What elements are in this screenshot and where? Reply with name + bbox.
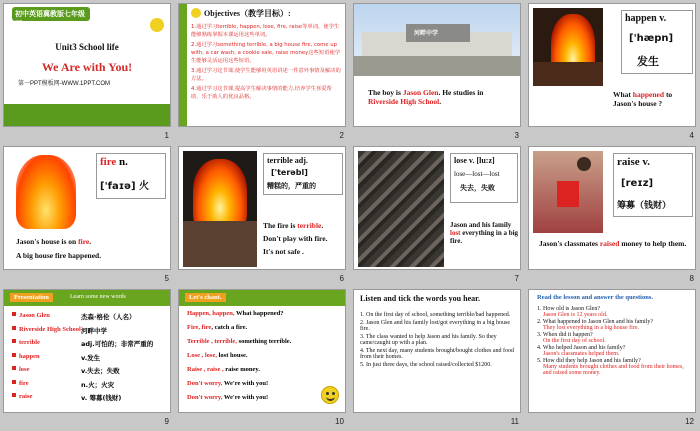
slide-number: 6 xyxy=(339,274,344,283)
flame-image xyxy=(8,151,82,231)
vocab-row: fire n.火；火灾 xyxy=(12,380,168,394)
slide-8[interactable] xyxy=(528,146,696,270)
section-tag: Presentation xyxy=(10,293,53,302)
chant-line: Don't worry, We're with you! xyxy=(187,394,269,401)
chant-line: Don't worry, We're with you! xyxy=(187,380,269,387)
smiley-icon xyxy=(321,386,339,404)
sentence-3: It's not safe . xyxy=(263,247,304,256)
slide-thumb-12[interactable] xyxy=(525,286,700,429)
exercise-item: 1. On the first day of school, something terrible/bad happened. xyxy=(360,312,511,318)
vocab-row: Riverside High School 河畔中学 xyxy=(12,326,168,340)
question: 3. When did it happen? xyxy=(537,332,593,338)
slide-number: 1 xyxy=(164,131,169,140)
course-header: 初中英语冀教版七年级下 xyxy=(12,7,90,21)
vocab-row: lose v.失去；失败 xyxy=(12,366,168,380)
unit-label: Unit3 School life xyxy=(55,42,119,52)
slide-thumb-10[interactable] xyxy=(175,286,350,429)
slide-6[interactable] xyxy=(178,146,346,270)
phonetic: [reɪz] xyxy=(621,178,654,189)
slide-thumb-9[interactable] xyxy=(0,286,175,429)
vocab-word: happen v. xyxy=(625,13,667,24)
slide-number: 3 xyxy=(514,131,519,140)
slide-thumb-8[interactable] xyxy=(525,143,700,286)
section-subtitle: Learn some new words xyxy=(70,294,126,300)
sentence-1: Jason's house is on fire. xyxy=(16,237,92,246)
slide-thumb-5[interactable] xyxy=(0,143,175,286)
slide-thumb-11[interactable] xyxy=(350,286,525,429)
slide-number: 7 xyxy=(514,274,519,283)
vocab-word: raise v. xyxy=(617,156,651,168)
chinese-meaning: 糟糕的，严重的 xyxy=(267,182,316,190)
slide-number: 10 xyxy=(335,417,344,426)
question: What happened to Jason's house ? xyxy=(613,90,673,108)
slide-thumb-4[interactable] xyxy=(525,0,700,143)
slide-number: 9 xyxy=(164,417,169,426)
exercise-item: 2. Jason Glen and his family lost/got everything in a big house fire. xyxy=(360,320,510,332)
slide-7[interactable] xyxy=(353,146,521,270)
vocab-row: Jason Glen 杰森·格伦（人名） xyxy=(12,312,168,326)
answer: They lost everything in a big house fire. xyxy=(543,325,639,331)
fire-photo xyxy=(533,8,603,86)
answer: Many students brought clothes and food from their homes, and raised some money. xyxy=(543,364,684,376)
slide-thumb-2[interactable] xyxy=(175,0,350,143)
slide-number: 11 xyxy=(510,417,519,426)
verb-forms: lose—lost—lost xyxy=(454,170,500,178)
objective-1: 1.通过学习terrible, happen, lose, fire, raise等单词，使学生能够熟练掌握本课运用这些单词。 xyxy=(191,24,340,38)
chinese-meaning: 发生 xyxy=(637,55,659,68)
question: 1. How old is Jason Glen? xyxy=(537,306,600,312)
fundraising-photo xyxy=(533,151,603,233)
question: 4. Who helped Jason and his family? xyxy=(537,345,626,351)
vocab-row: terrible adj.可怕的；非常严重的 xyxy=(12,339,168,353)
slide-number: 4 xyxy=(689,131,694,140)
school-sign: 河畔中学 xyxy=(414,30,439,37)
sentence: Jason's classmates raised money to help them. xyxy=(539,239,687,248)
sentence-2: A big house fire happened. xyxy=(16,251,102,260)
slide-number: 12 xyxy=(685,417,694,426)
vocab-row: raise v. 筹募(钱财) xyxy=(12,393,168,407)
chant-line: Lose , lose, lost house. xyxy=(187,352,248,359)
objective-2: 2.通过学习something terrible, a big house fire, come up with, a car wash, a cookie sale, raise money这些短语使学生能够灵活运用这些短语。 xyxy=(191,42,341,64)
slide-1[interactable] xyxy=(3,3,171,127)
exercise-item: 5. In just three days, the school raised/collected $1200. xyxy=(360,362,492,368)
slide-thumb-3[interactable] xyxy=(350,0,525,143)
sentence-1: The fire is terrible. xyxy=(263,221,324,230)
slide-thumb-1[interactable] xyxy=(0,0,175,143)
objective-3: 3.通过学习这节课,使学生能够用英语讲述一件意外事情及解决的方法。 xyxy=(191,68,341,82)
footer-url: 第一PPT模板网-WWW.1PPT.COM xyxy=(18,81,110,87)
slide-2[interactable] xyxy=(178,3,346,127)
slide-number: 5 xyxy=(164,274,169,283)
objectives-heading: Objectives（教学目标）: xyxy=(204,9,291,18)
slide-10[interactable] xyxy=(178,289,346,413)
sentence: Jason and his family lost everything in a big fire. xyxy=(450,221,519,245)
phonetic: ['terəbl] xyxy=(271,168,308,177)
exercise-item: 4. The next day, many students brought/bought clothes and food from their homes. xyxy=(360,348,514,360)
sentence-2: Don't play with fire. xyxy=(263,234,328,243)
slide-thumb-7[interactable] xyxy=(350,143,525,286)
vocab-word: terrible adj. xyxy=(267,156,308,165)
lesson-title: We Are with You! xyxy=(41,60,133,74)
vocab-row: happen v.发生 xyxy=(12,353,168,367)
slide-4[interactable] xyxy=(528,3,696,127)
section-tag: Let's chant. xyxy=(185,293,226,302)
burning-house-photo xyxy=(183,151,257,267)
phonetic: ['hæpn] xyxy=(629,33,674,44)
question: 2. What happened to Jason Glen and his family? xyxy=(537,319,654,325)
chinese-meaning: 筹募（钱财） xyxy=(617,201,672,211)
slide-3[interactable] xyxy=(353,3,521,127)
slide-thumb-6[interactable] xyxy=(175,143,350,286)
exercise-heading: Listen and tick the words you hear. xyxy=(360,294,480,303)
chant-line: Fire, fire, catch a fire. xyxy=(187,324,248,331)
slide-5[interactable] xyxy=(3,146,171,270)
exercise-item: 3. The class wanted to help Jason and his family. So they came/caught up with a plan. xyxy=(360,334,497,346)
exercise-heading: Read the lesson and answer the questions. xyxy=(537,294,653,301)
chinese-meaning: 失去，失败 xyxy=(460,184,495,192)
slide-9[interactable] xyxy=(3,289,171,413)
objective-4: 4.通过学习这节课,提高学生解决事情的能力,培养学生喜爱帮助、乐于助人的优良品格。 xyxy=(191,86,332,100)
chant-line: Terrible , terrible, something terrible. xyxy=(187,338,292,345)
answer: Jason's classmates helped them. xyxy=(543,351,620,357)
answer: On the first day of school. xyxy=(543,338,606,344)
burnt-room-photo xyxy=(358,151,444,267)
phonetic: ['faɪə] 火 xyxy=(100,181,150,192)
slide-11[interactable] xyxy=(353,289,521,413)
slide-number: 2 xyxy=(339,131,344,140)
vocab-word: fire n. xyxy=(100,156,128,168)
slide-12[interactable] xyxy=(528,289,696,413)
slide-number: 8 xyxy=(689,274,694,283)
chant-line: Raise , raise , raise money. xyxy=(187,366,260,373)
chant-line: Happen, happen, What happened? xyxy=(187,310,284,317)
question: 5. How did they help Jason and his family? xyxy=(537,358,641,364)
answer: Jason Glen is 12 years old. xyxy=(543,312,608,318)
vocab-word: lose v. [lu:z] xyxy=(454,156,495,165)
caption: The boy is Jason Glen. He studies in Riverside High School. xyxy=(368,88,484,106)
